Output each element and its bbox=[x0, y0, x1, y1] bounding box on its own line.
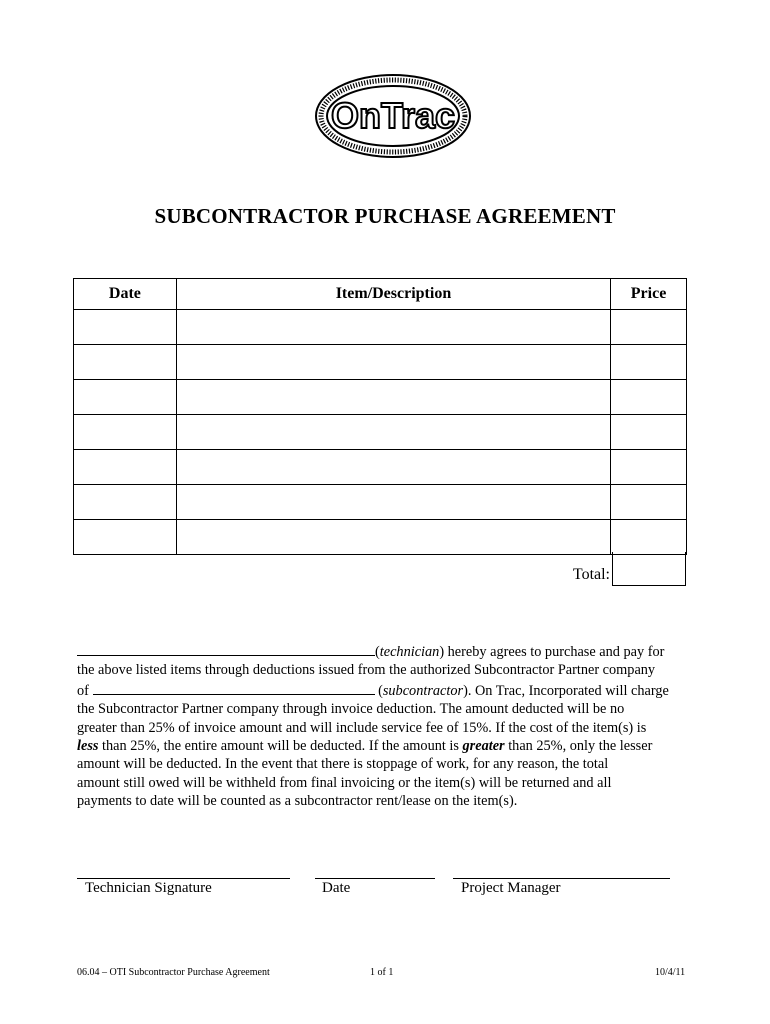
subcontractor-label: subcontractor bbox=[382, 682, 464, 699]
agreement-line: of bbox=[77, 682, 89, 699]
table-row bbox=[74, 520, 687, 555]
price-cell[interactable] bbox=[611, 380, 687, 415]
date-cell[interactable] bbox=[74, 415, 177, 450]
subcontractor-name-blank[interactable] bbox=[93, 680, 375, 695]
agreement-line: than 25%, only the lesser bbox=[504, 738, 653, 755]
date-cell[interactable] bbox=[74, 310, 177, 345]
agreement-line: ). On Trac, Incorporated will charge bbox=[463, 682, 669, 699]
description-cell[interactable] bbox=[176, 380, 610, 415]
description-cell[interactable] bbox=[176, 450, 610, 485]
agreement-line: the above listed items through deductions issued from the authorized Subcontractor Partner company bbox=[77, 662, 656, 679]
agreement-line: greater than 25% of invoice amount and will include service fee of 15%. If the cost of the item(s) is bbox=[77, 719, 647, 736]
technician-name-blank[interactable] bbox=[77, 641, 375, 656]
price-cell[interactable] bbox=[611, 520, 687, 555]
description-cell[interactable] bbox=[176, 310, 610, 345]
price-cell[interactable] bbox=[611, 450, 687, 485]
column-header-description: Item/Description bbox=[176, 279, 610, 310]
date-cell[interactable] bbox=[74, 380, 177, 415]
date-label: Date bbox=[322, 880, 351, 896]
table-row bbox=[74, 450, 687, 485]
emphasis-less: less bbox=[77, 738, 99, 755]
logo-text: OnTrac bbox=[330, 95, 456, 136]
table-row bbox=[74, 380, 687, 415]
manager-signature-line[interactable] bbox=[453, 878, 670, 879]
total-field[interactable] bbox=[612, 552, 686, 586]
price-cell[interactable] bbox=[611, 415, 687, 450]
date-cell[interactable] bbox=[74, 450, 177, 485]
column-header-date: Date bbox=[74, 279, 177, 310]
date-cell[interactable] bbox=[74, 485, 177, 520]
description-cell[interactable] bbox=[176, 485, 610, 520]
footer-document-id: 06.04 – OTI Subcontractor Purchase Agreement bbox=[77, 967, 270, 978]
description-cell[interactable] bbox=[176, 520, 610, 555]
technician-label: technician bbox=[379, 644, 440, 660]
date-cell[interactable] bbox=[74, 520, 177, 555]
agreement-line: ) hereby agrees to purchase and pay for bbox=[439, 644, 665, 660]
page-title: SUBCONTRACTOR PURCHASE AGREEMENT bbox=[154, 204, 616, 228]
price-cell[interactable] bbox=[611, 310, 687, 345]
date-cell[interactable] bbox=[74, 345, 177, 380]
price-cell[interactable] bbox=[611, 345, 687, 380]
table-header-row bbox=[74, 279, 687, 310]
agreement-text: (technician) hereby agrees to purchase and pay for the above listed items through deductions issued from the authorized Subcontractor Partner company of (subcontractor). On Trac, Incorporated will charge the Subcontractor Partner company through invoice deduction. The amount deducted will be no greater than 25% of invoice amount and will include service fee of 15%. If the cost of the item(s) is less than 25%, the entire amount will be deducted. If the amount is greater than 25%, only the lesser amount will be deducted. In the event that there is stoppage of work, for any reason, the total amount still owed will be withheld from final invoicing or the item(s) will be returned and all payments to date will be counted as a subcontractor rent/lease on the item(s). bbox=[77, 641, 691, 811]
table-row bbox=[74, 415, 687, 450]
total-label: Total: bbox=[572, 566, 610, 583]
emphasis-greater: greater bbox=[462, 738, 505, 755]
agreement-line: the Subcontractor Partner company through invoice deduction. The amount deducted will be no bbox=[77, 701, 625, 718]
agreement-line: than 25%, the entire amount will be deducted. If the amount is bbox=[98, 738, 463, 755]
ontrac-logo bbox=[313, 72, 473, 160]
table-row bbox=[74, 485, 687, 520]
description-cell[interactable] bbox=[176, 415, 610, 450]
table-row bbox=[74, 345, 687, 380]
column-header-price: Price bbox=[611, 279, 687, 310]
agreement-line: amount will be deducted. In the event that there is stoppage of work, for any reason, the total bbox=[77, 756, 609, 773]
table-row bbox=[74, 310, 687, 345]
price-cell[interactable] bbox=[611, 485, 687, 520]
description-cell[interactable] bbox=[176, 345, 610, 380]
technician-signature-label: Technician Signature bbox=[85, 880, 212, 896]
date-signature-line[interactable] bbox=[315, 878, 435, 879]
agreement-line: payments to date will be counted as a subcontractor rent/lease on the item(s). bbox=[77, 793, 518, 810]
technician-signature-line[interactable] bbox=[77, 878, 290, 879]
agreement-line: amount still owed will be withheld from final invoicing or the item(s) will be returned and all bbox=[77, 774, 612, 791]
items-table bbox=[73, 278, 687, 555]
footer-page-number: 1 of 1 bbox=[370, 967, 394, 978]
footer-date: 10/4/11 bbox=[655, 967, 686, 978]
project-manager-label: Project Manager bbox=[461, 880, 561, 896]
